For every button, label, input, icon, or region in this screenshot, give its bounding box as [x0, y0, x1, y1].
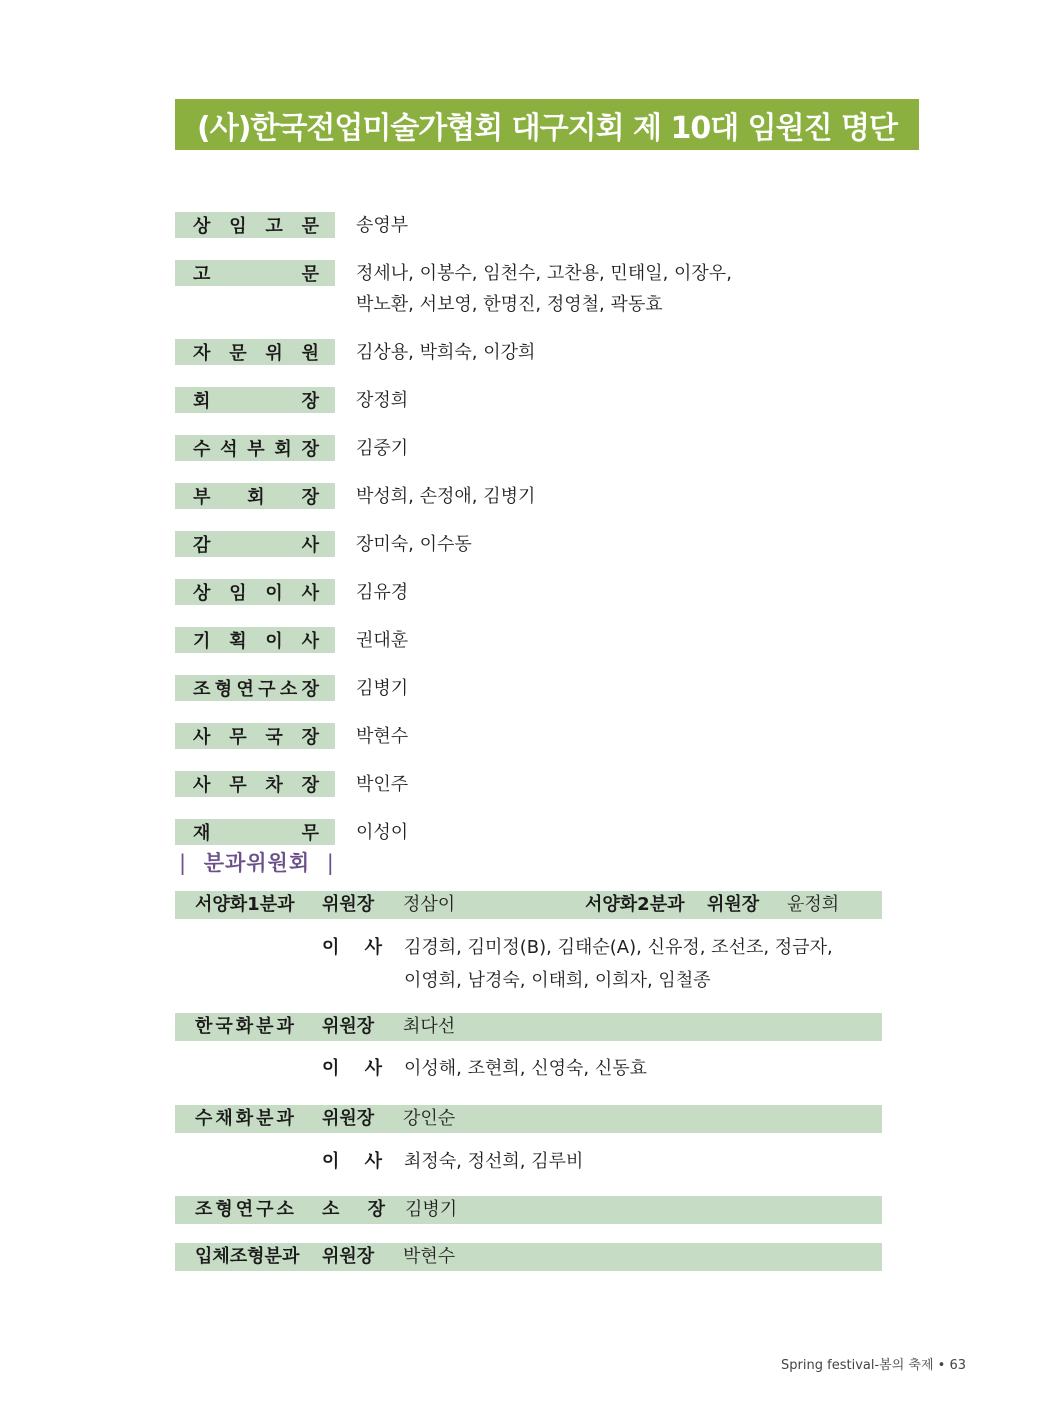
officer-names: 권대훈: [356, 630, 409, 651]
officer-role-char: 장: [301, 727, 319, 748]
officer-row: [175, 819, 875, 848]
officer-role-char: 사: [301, 535, 319, 556]
committee-row-formative: [175, 1196, 882, 1224]
division-person: 강인순: [403, 1108, 456, 1129]
officer-row: [175, 435, 875, 464]
officer-names: 이성이: [356, 822, 409, 843]
officer-role-char: 고: [265, 216, 283, 237]
page-footer: Spring festival-봄의 축제 • 63: [781, 1358, 966, 1373]
officer-role-char: 사: [193, 775, 211, 796]
division-role: 위원장: [707, 894, 760, 915]
officer-row: [175, 483, 875, 512]
officer-role: [175, 579, 335, 605]
heading-bar-left: |: [179, 851, 188, 875]
officer-role-char: 회: [247, 487, 265, 508]
officer-role: [175, 819, 335, 845]
officer-role-char: 획: [229, 631, 247, 652]
officer-role-char: 장: [301, 391, 319, 412]
officer-role-char: 차: [265, 775, 283, 796]
officer-role: [175, 675, 335, 701]
officer-role-char: 이: [265, 631, 283, 652]
officer-row: [175, 212, 875, 241]
officer-role-char: 회: [193, 391, 211, 412]
officer-role: [175, 435, 335, 461]
officer-names: 박현수: [356, 726, 409, 747]
members-label: 이 사: [322, 1151, 382, 1172]
officer-role-char: 임: [229, 216, 247, 237]
officer-role-char: 감: [193, 535, 211, 556]
members-label: 이 사: [322, 937, 382, 958]
officer-list: [175, 212, 875, 867]
officer-row: [175, 260, 875, 320]
committee-heading: [179, 847, 335, 877]
officer-names: 김유경: [356, 582, 409, 603]
officer-names: 정세나, 이봉수, 임천수, 고찬용, 민태일, 이장우, 박노환, 서보영, 한명진, 정영철, 곽동효: [356, 263, 732, 315]
officer-role-char: 형: [214, 679, 233, 700]
officer-role-char: 사: [301, 631, 319, 652]
officer-row: [175, 675, 875, 704]
division-person: 정삼이: [403, 894, 456, 915]
officer-names: 김상용, 박희숙, 이강희: [356, 342, 536, 363]
officer-role-char: 부: [247, 439, 265, 460]
committee-row-korean: [175, 1013, 882, 1041]
officer-role-char: 회: [274, 439, 292, 460]
officer-role-char: 연: [236, 679, 254, 700]
division-name: 서양화2분과: [585, 894, 685, 915]
officer-role: [175, 260, 335, 286]
officer-role: [175, 212, 335, 238]
officer-role-char: 문: [301, 264, 319, 285]
officer-role-char: 원: [301, 343, 319, 364]
division-person: 김병기: [405, 1199, 458, 1220]
officer-names: 송영부: [356, 215, 409, 236]
committee-heading-text: 분과위원회: [203, 851, 311, 875]
officer-role-char: 이: [265, 583, 283, 604]
officer-role-char: 자: [193, 343, 211, 364]
division-role: 위원장: [322, 1246, 375, 1267]
heading-bar-right: |: [326, 851, 335, 875]
officer-role-char: 국: [265, 727, 283, 748]
officer-role-char: 문: [229, 343, 247, 364]
officer-role-char: 장: [301, 487, 319, 508]
officer-role-char: 장: [301, 679, 319, 700]
officer-role-char: 구: [258, 679, 276, 700]
officer-role: [175, 483, 335, 509]
officer-role-char: 무: [229, 727, 247, 748]
division-role: 위원장: [322, 1108, 375, 1129]
members-label: 이 사: [322, 1058, 382, 1079]
division-name: 조형연구소: [195, 1199, 297, 1220]
division-person: 윤정희: [787, 894, 840, 915]
division-role: 소 장: [322, 1199, 386, 1220]
officer-role-char: 재: [193, 823, 211, 844]
officer-role-char: 소: [279, 679, 298, 700]
officer-row: [175, 627, 875, 656]
officer-role-char: 무: [301, 823, 319, 844]
officer-row: [175, 579, 875, 608]
officer-role-char: 수: [193, 439, 211, 460]
committee-row-sculpture: [175, 1243, 882, 1271]
division-role: 위원장: [322, 1016, 375, 1037]
officer-role-char: 석: [220, 439, 238, 460]
officer-role-char: 부: [193, 487, 211, 508]
officer-role: [175, 387, 335, 413]
officer-role-char: 상: [193, 216, 211, 237]
officer-role: [175, 723, 335, 749]
officer-names: 김병기: [356, 678, 409, 699]
division-person: 최다선: [403, 1016, 456, 1037]
officer-row: [175, 339, 875, 368]
division-name: 한국화분과: [195, 1016, 297, 1037]
officer-row: [175, 387, 875, 416]
division-name: 수채화분과: [195, 1108, 297, 1129]
officer-role-char: 기: [193, 631, 211, 652]
officer-role: [175, 339, 335, 365]
officer-role: [175, 627, 335, 653]
officer-role-char: 조: [193, 679, 211, 700]
officer-role-char: 고: [193, 264, 211, 285]
members-names: 김경희, 김미정(B), 김태순(A), 신유정, 조선조, 정금자, 이영희, 남경숙, 이태희, 이희자, 임철종: [404, 937, 833, 991]
members-names: 최정숙, 정선희, 김루비: [404, 1151, 584, 1172]
officer-role-char: 사: [301, 583, 319, 604]
committee-row-watercolor: [175, 1105, 882, 1133]
officer-role-char: 문: [301, 216, 319, 237]
officer-role-char: 상: [193, 583, 211, 604]
officer-row: [175, 531, 875, 560]
officer-role-char: 위: [265, 343, 283, 364]
officer-row: [175, 771, 875, 800]
division-role: 위원장: [322, 894, 375, 915]
officer-role-char: 장: [301, 439, 319, 460]
division-person: 박현수: [403, 1246, 456, 1267]
officer-row: [175, 723, 875, 752]
committee-row-western: [175, 891, 882, 919]
page-title: (사)한국전업미술가협회 대구지회 제 10대 임원진 명단: [175, 99, 919, 150]
officer-role-char: 임: [229, 583, 247, 604]
officer-names: 장미숙, 이수동: [356, 534, 472, 555]
officer-names: 박성희, 손정애, 김병기: [356, 486, 536, 507]
division-name: 서양화1분과: [195, 894, 295, 915]
officer-role: [175, 771, 335, 797]
officer-names: 장정희: [356, 390, 409, 411]
officer-role-char: 사: [193, 727, 211, 748]
officer-names: 박인주: [356, 774, 409, 795]
division-name: 입체조형분과: [195, 1246, 300, 1267]
officer-role-char: 장: [301, 775, 319, 796]
officer-role: [175, 531, 335, 557]
members-names: 이성해, 조현희, 신영숙, 신동효: [404, 1058, 647, 1079]
officer-role-char: 무: [229, 775, 247, 796]
officer-names: 김중기: [356, 438, 409, 459]
